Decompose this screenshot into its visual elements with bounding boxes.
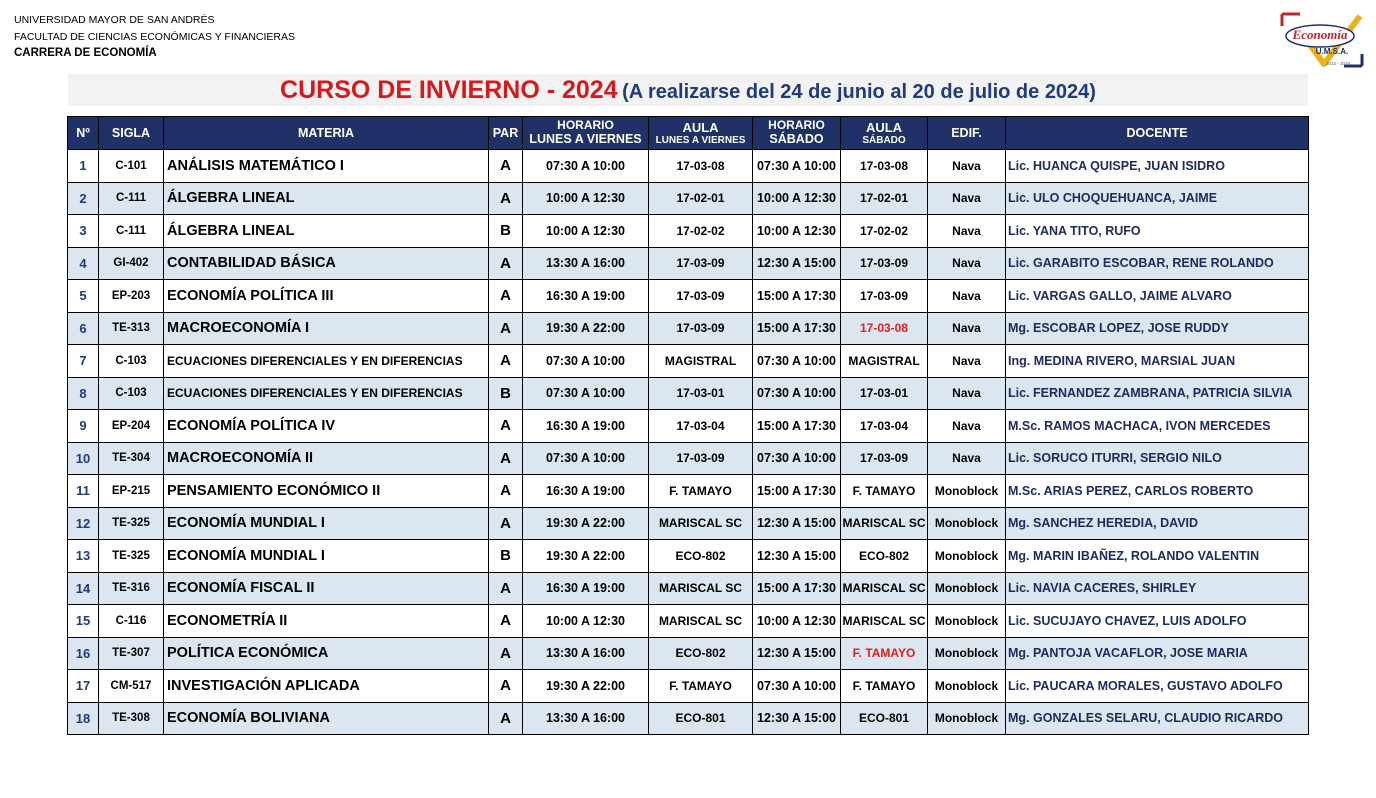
cell-aula-lv: 17-03-08 (649, 150, 753, 183)
cell-aula-lv: 17-02-02 (649, 215, 753, 248)
cell-aula-sab: 17-03-08 (841, 150, 928, 183)
col-sigla: SIGLA (99, 117, 164, 150)
cell-num: 16 (68, 637, 99, 670)
cell-sigla: TE-304 (99, 442, 164, 475)
cell-sigla: C-116 (99, 605, 164, 638)
cell-horario-sab: 12:30 A 15:00 (753, 247, 841, 280)
cell-sigla: C-111 (99, 182, 164, 215)
cell-par: A (489, 182, 523, 215)
cell-edif: Monoblock (928, 507, 1006, 540)
cell-aula-sab: 17-02-01 (841, 182, 928, 215)
cell-edif: Nava (928, 410, 1006, 443)
cell-num: 18 (68, 702, 99, 735)
cell-horario-lv: 07:30 A 10:00 (523, 345, 649, 378)
cell-par: A (489, 410, 523, 443)
cell-aula-sab: 17-03-04 (841, 410, 928, 443)
cell-materia: ECONOMÍA BOLIVIANA (164, 702, 489, 735)
cell-par: A (489, 150, 523, 183)
cell-materia: MACROECONOMÍA II (164, 442, 489, 475)
cell-materia: ÁLGEBRA LINEAL (164, 215, 489, 248)
cell-docente: Mg. PANTOJA VACAFLOR, JOSE MARIA (1006, 637, 1309, 670)
cell-aula-sab: MAGISTRAL (841, 345, 928, 378)
col-aula-lv: AULA LUNES A VIERNES (649, 117, 753, 150)
cell-materia: ECONOMÍA POLÍTICA IV (164, 410, 489, 443)
cell-sigla: TE-308 (99, 702, 164, 735)
table-row (68, 377, 1309, 410)
cell-par: A (489, 572, 523, 605)
cell-sigla: C-103 (99, 345, 164, 378)
cell-aula-sab: MARISCAL SC (841, 572, 928, 605)
cell-aula-lv: ECO-802 (649, 540, 753, 573)
cell-aula-sab: 17-02-02 (841, 215, 928, 248)
col-edif: EDIF. (928, 117, 1006, 150)
cell-aula-sab: 17-03-01 (841, 377, 928, 410)
cell-aula-lv: F. TAMAYO (649, 670, 753, 703)
cell-materia: ANÁLISIS MATEMÁTICO I (164, 150, 489, 183)
cell-aula-lv: 17-03-09 (649, 312, 753, 345)
cell-horario-sab: 15:00 A 17:30 (753, 475, 841, 508)
cell-aula-lv: 17-03-04 (649, 410, 753, 443)
cell-sigla: C-103 (99, 377, 164, 410)
cell-aula-sab: ECO-801 (841, 702, 928, 735)
cell-horario-sab: 15:00 A 17:30 (753, 312, 841, 345)
cell-materia: INVESTIGACIÓN APLICADA (164, 670, 489, 703)
cell-horario-lv: 19:30 A 22:00 (523, 312, 649, 345)
table-row (68, 345, 1309, 378)
cell-num: 10 (68, 442, 99, 475)
cell-materia: ECONOMÍA MUNDIAL I (164, 540, 489, 573)
table-row (68, 540, 1309, 573)
cell-horario-lv: 16:30 A 19:00 (523, 475, 649, 508)
course-title-dates: (A realizarse del 24 de junio al 20 de julio de 2024) (622, 81, 1096, 103)
cell-aula-sab: 17-03-09 (841, 442, 928, 475)
cell-num: 3 (68, 215, 99, 248)
cell-aula-sab: F. TAMAYO (841, 475, 928, 508)
table-row (68, 410, 1309, 443)
cell-materia: MACROECONOMÍA I (164, 312, 489, 345)
cell-edif: Nava (928, 377, 1006, 410)
cell-edif: Nava (928, 182, 1006, 215)
cell-horario-sab: 10:00 A 12:30 (753, 605, 841, 638)
table-row (68, 247, 1309, 280)
cell-edif: Nava (928, 150, 1006, 183)
cell-aula-lv: 17-03-09 (649, 247, 753, 280)
table-row (68, 572, 1309, 605)
cell-edif: Monoblock (928, 637, 1006, 670)
cell-par: A (489, 605, 523, 638)
cell-aula-lv: MARISCAL SC (649, 507, 753, 540)
cell-edif: Monoblock (928, 572, 1006, 605)
table-row (68, 312, 1309, 345)
col-materia: MATERIA (164, 117, 489, 150)
cell-aula-lv: 17-03-01 (649, 377, 753, 410)
cell-horario-sab: 07:30 A 10:00 (753, 345, 841, 378)
svg-text:U.M.S.A.: U.M.S.A. (1315, 47, 1349, 56)
col-par: PAR (489, 117, 523, 150)
cell-num: 17 (68, 670, 99, 703)
table-row (68, 150, 1309, 183)
course-title (68, 74, 1308, 106)
cell-edif: Nava (928, 280, 1006, 313)
cell-par: A (489, 702, 523, 735)
cell-aula-sab: MARISCAL SC (841, 605, 928, 638)
economia-umsa-logo (1280, 12, 1364, 68)
cell-docente: Mg. ESCOBAR LOPEZ, JOSE RUDDY (1006, 312, 1309, 345)
cell-aula-lv: MAGISTRAL (649, 345, 753, 378)
cell-par: B (489, 540, 523, 573)
cell-edif: Nava (928, 345, 1006, 378)
institution-header (14, 12, 295, 62)
svg-text:Economía: Economía (1292, 27, 1348, 42)
cell-par: B (489, 377, 523, 410)
table-row (68, 702, 1309, 735)
cell-aula-lv: 17-03-09 (649, 280, 753, 313)
cell-horario-sab: 07:30 A 10:00 (753, 377, 841, 410)
cell-horario-lv: 19:30 A 22:00 (523, 670, 649, 703)
cell-horario-sab: 10:00 A 12:30 (753, 182, 841, 215)
col-horario-sab: HORARIO SÁBADO (753, 117, 841, 150)
cell-num: 15 (68, 605, 99, 638)
cell-num: 13 (68, 540, 99, 573)
cell-horario-sab: 10:00 A 12:30 (753, 215, 841, 248)
cell-horario-sab: 12:30 A 15:00 (753, 702, 841, 735)
cell-num: 14 (68, 572, 99, 605)
col-horario-lv: HORARIO LUNES A VIERNES (523, 117, 649, 150)
cell-sigla: C-101 (99, 150, 164, 183)
cell-num: 12 (68, 507, 99, 540)
cell-aula-lv: F. TAMAYO (649, 475, 753, 508)
cell-par: A (489, 670, 523, 703)
cell-materia: ECONOMÍA FISCAL II (164, 572, 489, 605)
cell-horario-sab: 12:30 A 15:00 (753, 540, 841, 573)
cell-sigla: GI-402 (99, 247, 164, 280)
table-header-row (68, 117, 1309, 150)
cell-sigla: TE-325 (99, 507, 164, 540)
table-row (68, 605, 1309, 638)
table-row (68, 280, 1309, 313)
cell-horario-sab: 07:30 A 10:00 (753, 150, 841, 183)
cell-edif: Monoblock (928, 475, 1006, 508)
career-name: CARRERA DE ECONOMÍA (14, 47, 157, 59)
cell-num: 8 (68, 377, 99, 410)
cell-docente: M.Sc. ARIAS PEREZ, CARLOS ROBERTO (1006, 475, 1309, 508)
cell-horario-sab: 07:30 A 10:00 (753, 670, 841, 703)
cell-aula-lv: 17-02-01 (649, 182, 753, 215)
cell-horario-lv: 13:30 A 16:00 (523, 247, 649, 280)
cell-horario-sab: 07:30 A 10:00 (753, 442, 841, 475)
cell-materia: PENSAMIENTO ECONÓMICO II (164, 475, 489, 508)
cell-edif: Monoblock (928, 540, 1006, 573)
university-name: UNIVERSIDAD MAYOR DE SAN ANDRÉS (14, 14, 215, 26)
table-row (68, 670, 1309, 703)
cell-num: 6 (68, 312, 99, 345)
cell-horario-lv: 07:30 A 10:00 (523, 150, 649, 183)
cell-docente: Lic. HUANCA QUISPE, JUAN ISIDRO (1006, 150, 1309, 183)
cell-materia: ECONOMÍA POLÍTICA III (164, 280, 489, 313)
cell-num: 5 (68, 280, 99, 313)
cell-horario-lv: 10:00 A 12:30 (523, 215, 649, 248)
cell-docente: Mg. MARIN IBAÑEZ, ROLANDO VALENTIN (1006, 540, 1309, 573)
table-row (68, 182, 1309, 215)
cell-materia: POLÍTICA ECONÓMICA (164, 637, 489, 670)
cell-aula-lv: ECO-801 (649, 702, 753, 735)
cell-num: 2 (68, 182, 99, 215)
cell-materia: CONTABILIDAD BÁSICA (164, 247, 489, 280)
cell-docente: Lic. SORUCO ITURRI, SERGIO NILO (1006, 442, 1309, 475)
cell-horario-lv: 16:30 A 19:00 (523, 280, 649, 313)
col-num: Nº (68, 117, 99, 150)
cell-horario-sab: 12:30 A 15:00 (753, 507, 841, 540)
cell-aula-sab: MARISCAL SC (841, 507, 928, 540)
cell-docente: Lic. PAUCARA MORALES, GUSTAVO ADOLFO (1006, 670, 1309, 703)
cell-aula-sab: F. TAMAYO (841, 637, 928, 670)
cell-edif: Monoblock (928, 670, 1006, 703)
cell-horario-lv: 13:30 A 16:00 (523, 637, 649, 670)
cell-aula-sab: F. TAMAYO (841, 670, 928, 703)
cell-sigla: TE-316 (99, 572, 164, 605)
cell-par: A (489, 475, 523, 508)
table-row (68, 442, 1309, 475)
cell-docente: Lic. NAVIA CACERES, SHIRLEY (1006, 572, 1309, 605)
cell-docente: Mg. GONZALES SELARU, CLAUDIO RICARDO (1006, 702, 1309, 735)
cell-docente: Ing. MEDINA RIVERO, MARSIAL JUAN (1006, 345, 1309, 378)
cell-horario-lv: 19:30 A 22:00 (523, 540, 649, 573)
cell-edif: Nava (928, 215, 1006, 248)
cell-docente: Lic. GARABITO ESCOBAR, RENE ROLANDO (1006, 247, 1309, 280)
cell-par: A (489, 280, 523, 313)
cell-par: A (489, 345, 523, 378)
cell-horario-lv: 10:00 A 12:30 (523, 605, 649, 638)
cell-materia: ECUACIONES DIFERENCIALES Y EN DIFERENCIAS (164, 345, 489, 378)
schedule-table (67, 116, 1309, 735)
cell-materia: ECONOMÍA MUNDIAL I (164, 507, 489, 540)
cell-par: A (489, 507, 523, 540)
cell-sigla: EP-203 (99, 280, 164, 313)
cell-sigla: EP-215 (99, 475, 164, 508)
cell-par: A (489, 637, 523, 670)
cell-aula-sab: 17-03-09 (841, 280, 928, 313)
cell-docente: Lic. SUCUJAYO CHAVEZ, LUIS ADOLFO (1006, 605, 1309, 638)
cell-docente: Lic. ULO CHOQUEHUANCA, JAIME (1006, 182, 1309, 215)
cell-edif: Monoblock (928, 605, 1006, 638)
cell-horario-lv: 07:30 A 10:00 (523, 442, 649, 475)
cell-sigla: CM-517 (99, 670, 164, 703)
cell-par: A (489, 442, 523, 475)
cell-num: 1 (68, 150, 99, 183)
cell-par: A (489, 247, 523, 280)
cell-par: B (489, 215, 523, 248)
faculty-name: FACULTAD DE CIENCIAS ECONÓMICAS Y FINANCIERAS (14, 30, 296, 43)
cell-horario-lv: 13:30 A 16:00 (523, 702, 649, 735)
table-row (68, 507, 1309, 540)
cell-aula-sab: 17-03-08 (841, 312, 928, 345)
cell-par: A (489, 312, 523, 345)
cell-edif: Nava (928, 442, 1006, 475)
table-row (68, 475, 1309, 508)
cell-horario-sab: 12:30 A 15:00 (753, 637, 841, 670)
course-title-main: CURSO DE INVIERNO - 2024 (280, 76, 618, 104)
cell-horario-lv: 10:00 A 12:30 (523, 182, 649, 215)
cell-edif: Nava (928, 312, 1006, 345)
cell-aula-sab: 17-03-09 (841, 247, 928, 280)
cell-aula-lv: 17-03-09 (649, 442, 753, 475)
cell-horario-lv: 16:30 A 19:00 (523, 410, 649, 443)
svg-text:2012 - 2016: 2012 - 2016 (1325, 61, 1351, 66)
cell-aula-lv: ECO-802 (649, 637, 753, 670)
cell-sigla: EP-204 (99, 410, 164, 443)
cell-sigla: TE-307 (99, 637, 164, 670)
cell-num: 11 (68, 475, 99, 508)
cell-sigla: TE-313 (99, 312, 164, 345)
cell-horario-sab: 15:00 A 17:30 (753, 410, 841, 443)
cell-docente: Lic. FERNANDEZ ZAMBRANA, PATRICIA SILVIA (1006, 377, 1309, 410)
cell-edif: Nava (928, 247, 1006, 280)
cell-aula-lv: MARISCAL SC (649, 605, 753, 638)
cell-aula-lv: MARISCAL SC (649, 572, 753, 605)
cell-sigla: C-111 (99, 215, 164, 248)
cell-materia: ÁLGEBRA LINEAL (164, 182, 489, 215)
cell-materia: ECUACIONES DIFERENCIALES Y EN DIFERENCIAS (164, 377, 489, 410)
cell-horario-sab: 15:00 A 17:30 (753, 280, 841, 313)
cell-horario-lv: 07:30 A 10:00 (523, 377, 649, 410)
cell-edif: Monoblock (928, 702, 1006, 735)
table-row (68, 215, 1309, 248)
cell-aula-sab: ECO-802 (841, 540, 928, 573)
cell-horario-sab: 15:00 A 17:30 (753, 572, 841, 605)
cell-horario-lv: 16:30 A 19:00 (523, 572, 649, 605)
cell-docente: Lic. VARGAS GALLO, JAIME ALVARO (1006, 280, 1309, 313)
table-row (68, 637, 1309, 670)
cell-num: 7 (68, 345, 99, 378)
col-docente: DOCENTE (1006, 117, 1309, 150)
cell-horario-lv: 19:30 A 22:00 (523, 507, 649, 540)
cell-materia: ECONOMETRÍA II (164, 605, 489, 638)
cell-num: 9 (68, 410, 99, 443)
col-aula-sab: AULA SÁBADO (841, 117, 928, 150)
cell-num: 4 (68, 247, 99, 280)
cell-docente: Mg. SANCHEZ HEREDIA, DAVID (1006, 507, 1309, 540)
cell-docente: Lic. YANA TITO, RUFO (1006, 215, 1309, 248)
cell-sigla: TE-325 (99, 540, 164, 573)
cell-docente: M.Sc. RAMOS MACHACA, IVON MERCEDES (1006, 410, 1309, 443)
